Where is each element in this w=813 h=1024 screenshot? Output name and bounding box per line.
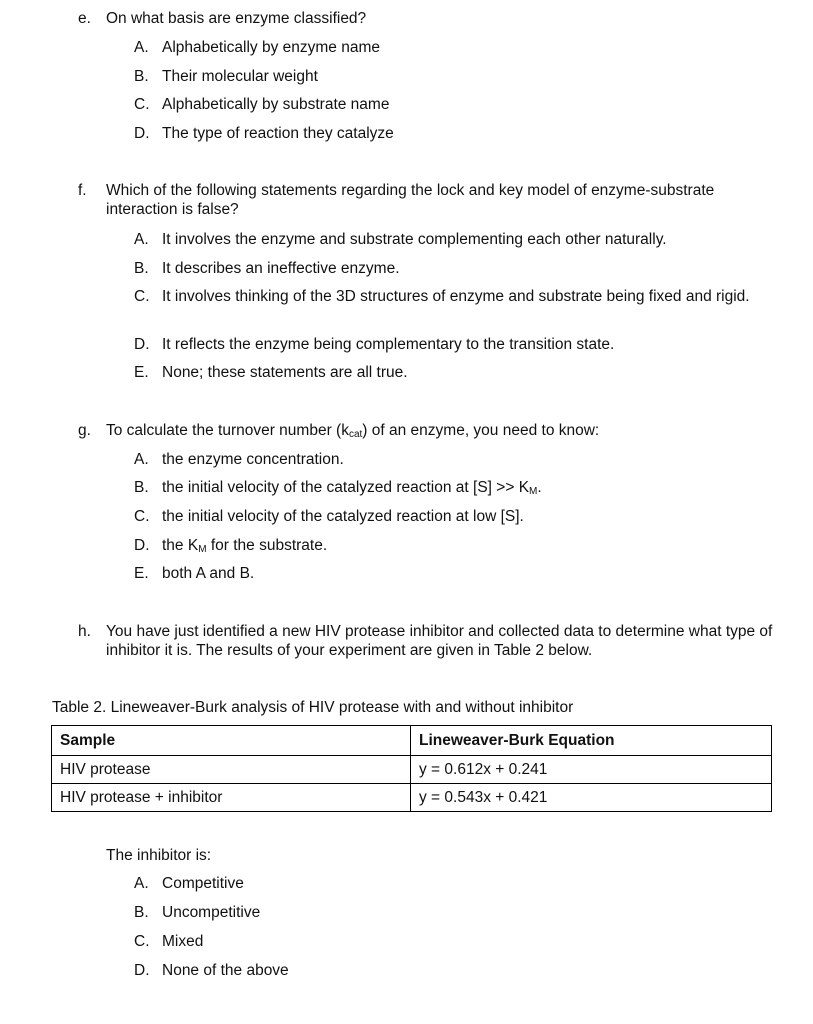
option-f-c[interactable]: C. It involves thinking of the 3D structures of enzyme and substrate being fixed and rigid.	[134, 288, 750, 305]
table-cell: HIV protease + inhibitor	[52, 784, 411, 812]
question-stem: You have just identified a new HIV protease inhibitor and collected data to determine what type of inhibitor it is. The results of your experiment are given in Table 2 below.	[106, 623, 773, 659]
table-cell: y = 0.612x + 0.241	[411, 756, 772, 784]
table-row	[52, 756, 772, 784]
question-stem: On what basis are enzyme classified?	[106, 10, 367, 27]
table-header-sample: Sample	[52, 726, 411, 756]
question-stem: Which of the following statements regarding the lock and key model of enzyme-substrate interaction is false?	[106, 182, 715, 218]
table-cell: y = 0.543x + 0.421	[411, 784, 772, 812]
table-header-equation: Lineweaver-Burk Equation	[411, 726, 772, 756]
option-g-b[interactable]: B. the initial velocity of the catalyzed reaction at $[S] >> K_M$.	[134, 479, 542, 497]
option-f-d[interactable]: D. It reflects the enzyme being complementary to the transition state.	[134, 336, 615, 353]
table-row	[52, 784, 772, 812]
option-g-c[interactable]: C. the initial velocity of the catalyzed reaction at low [S].	[134, 508, 524, 525]
option-f-a[interactable]: A. It involves the enzyme and substrate complementing each other naturally.	[134, 231, 667, 248]
question-f	[78, 181, 778, 219]
table-caption: Table 2. Lineweaver-Burk analysis of HIV protease with and without inhibitor	[52, 699, 574, 716]
question-letter: e.	[78, 10, 91, 27]
inhibitor-label: The inhibitor is:	[106, 847, 212, 864]
question-letter: g.	[78, 422, 91, 439]
option-g-e[interactable]: E. both A and B.	[134, 565, 255, 582]
question-e	[78, 9, 778, 28]
option-h-a[interactable]: A. Competitive	[134, 875, 244, 892]
option-e-b[interactable]: B. Their molecular weight	[134, 68, 318, 85]
table-cell: HIV protease	[52, 756, 411, 784]
table-header-row	[52, 726, 772, 756]
option-h-b[interactable]: B. Uncompetitive	[134, 904, 261, 921]
option-e-c[interactable]: C. Alphabetically by substrate name	[134, 96, 390, 113]
option-h-c[interactable]: C. Mixed	[134, 933, 204, 950]
option-f-b[interactable]: B. It describes an ineffective enzyme.	[134, 260, 400, 277]
lineweaver-burk-table	[51, 725, 772, 812]
option-e-d[interactable]: D. The type of reaction they catalyze	[134, 125, 394, 142]
question-h	[78, 622, 778, 660]
option-g-d[interactable]: D. the $K_M$ for the substrate.	[134, 537, 328, 555]
option-g-a[interactable]: A. the enzyme concentration.	[134, 451, 344, 468]
option-e-a[interactable]: A. Alphabetically by enzyme name	[134, 39, 380, 56]
option-h-d[interactable]: D. None of the above	[134, 962, 289, 979]
option-f-e[interactable]: E. None; these statements are all true.	[134, 364, 408, 381]
question-g	[78, 421, 778, 440]
question-letter: f.	[78, 182, 87, 199]
question-stem: To calculate the turnover number $(k_{cat})$ of an enzyme, you need to know:	[106, 422, 600, 440]
question-letter: h.	[78, 623, 91, 640]
